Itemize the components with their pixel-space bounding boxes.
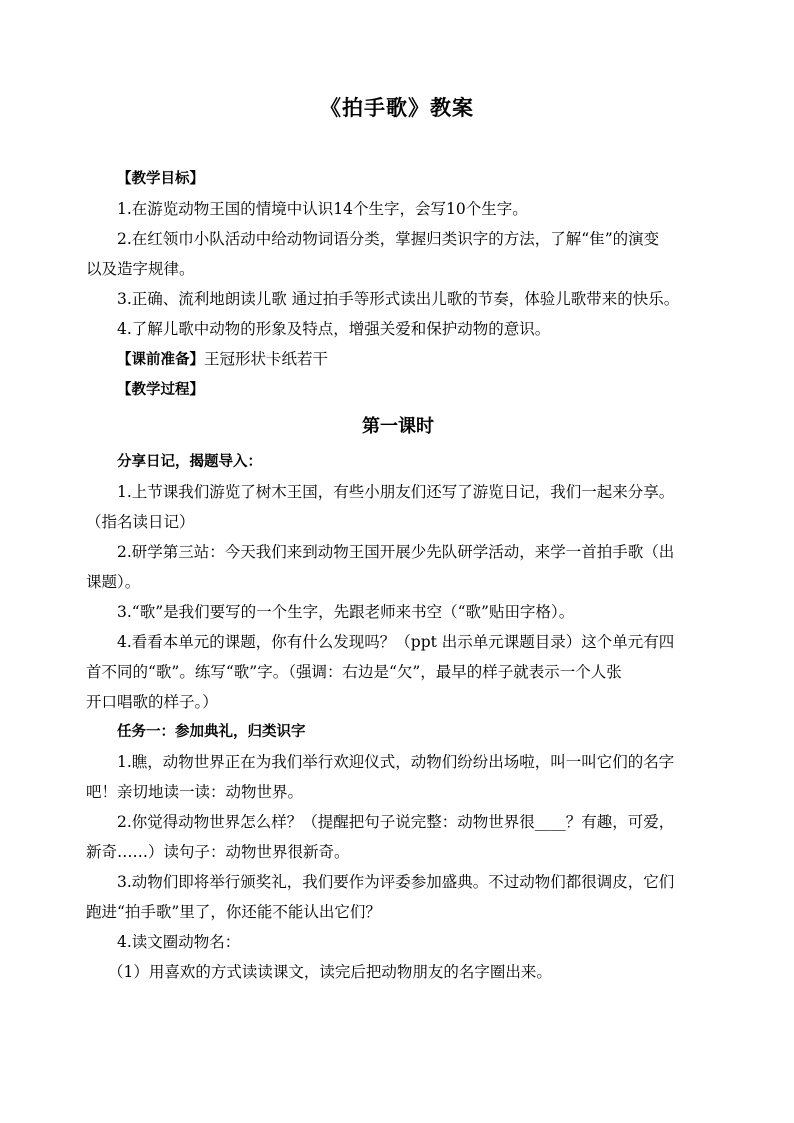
objective-2-continued: 以及造字规律。 bbox=[86, 260, 195, 278]
intro-item-1-continued: （指名读日记） bbox=[86, 513, 195, 531]
process-heading: 【教学过程】 bbox=[117, 382, 204, 398]
objectives-heading: 【教学目标】 bbox=[117, 171, 204, 187]
intro-item-3: 3.“歌”是我们要写的一个生字，先跟老师来书空（“歌”贴田字格）。 bbox=[117, 603, 575, 621]
intro-item-2-continued: 课题）。 bbox=[86, 573, 141, 591]
intro-item-2: 2.研学第三站：今天我们来到动物王国开展少先队研学活动，来学一首拍手歌（出 bbox=[117, 543, 675, 561]
objective-1: 1.在游览动物王国的情境中认识14个生字，会写10个生字。 bbox=[117, 200, 528, 218]
task1-heading: 任务一：参加典礼，归类识字 bbox=[117, 724, 306, 740]
objective-2: 2.在红领巾小队活动中给动物词语分类，掌握归类识字的方法，了解“隹”的演变 bbox=[117, 230, 660, 248]
intro-item-4-continued-2: 开口唱歌的样子。） bbox=[86, 693, 218, 711]
intro-item-4: 4.看看本单元的课题，你有什么发现吗？（ppt 出示单元课题目录）这个单元有四 bbox=[117, 633, 675, 651]
intro-heading: 分享日记，揭题导入： bbox=[117, 454, 262, 470]
task1-item-2-continued: 新奇……）读句子：动物世界很新奇。 bbox=[86, 843, 350, 861]
lesson-title: 第一课时 bbox=[362, 416, 434, 437]
intro-item-1: 1.上节课我们游览了树木王国，有些小朋友们还写了游览日记，我们一起来分享。 bbox=[117, 483, 675, 501]
task1-subitem-1: （1）用喜欢的方式读读课文，读完后把动物朋友的名字圈出来。 bbox=[108, 963, 552, 981]
prep-section bbox=[86, 344, 710, 375]
prep-text: 王冠形状卡纸若干 bbox=[204, 350, 329, 368]
objective-3: 3.正确、流利地朗读儿歌 通过拍手等形式读出儿歌的节奏，体验儿歌带来的快乐。 bbox=[117, 290, 680, 308]
task1-item-1: 1.瞧，动物世界正在为我们举行欢迎仪式，动物们纷纷出场啦，叫一叫它们的名字 bbox=[117, 753, 675, 771]
intro-item-4-continued: 首不同的“歌”。练写“歌”字。（强调：右边是“欠”，最早的样子就表示一个人张 bbox=[86, 663, 622, 681]
prep-heading: 【课前准备】 bbox=[117, 352, 204, 368]
document-title: 《拍手歌》教案 bbox=[320, 96, 474, 120]
task1-item-3-continued: 跑进“拍手歌”里了，你还能不能认出它们？ bbox=[86, 903, 381, 921]
document-body bbox=[86, 164, 710, 987]
task1-item-4: 4.读文圈动物名： bbox=[117, 933, 241, 951]
task1-item-3: 3.动物们即将举行颁奖礼，我们要作为评委参加盛典。不过动物们都很调皮，它们 bbox=[117, 873, 675, 891]
objective-4: 4.了解儿歌中动物的形象及特点，增强关爱和保护动物的意识。 bbox=[117, 320, 551, 338]
task1-item-2: 2.你觉得动物世界怎么样？（提醒把句子说完整：动物世界很____？有趣，可爱， bbox=[117, 813, 675, 831]
task1-item-1-continued: 吧！亲切地读一读：动物世界。 bbox=[86, 783, 304, 801]
